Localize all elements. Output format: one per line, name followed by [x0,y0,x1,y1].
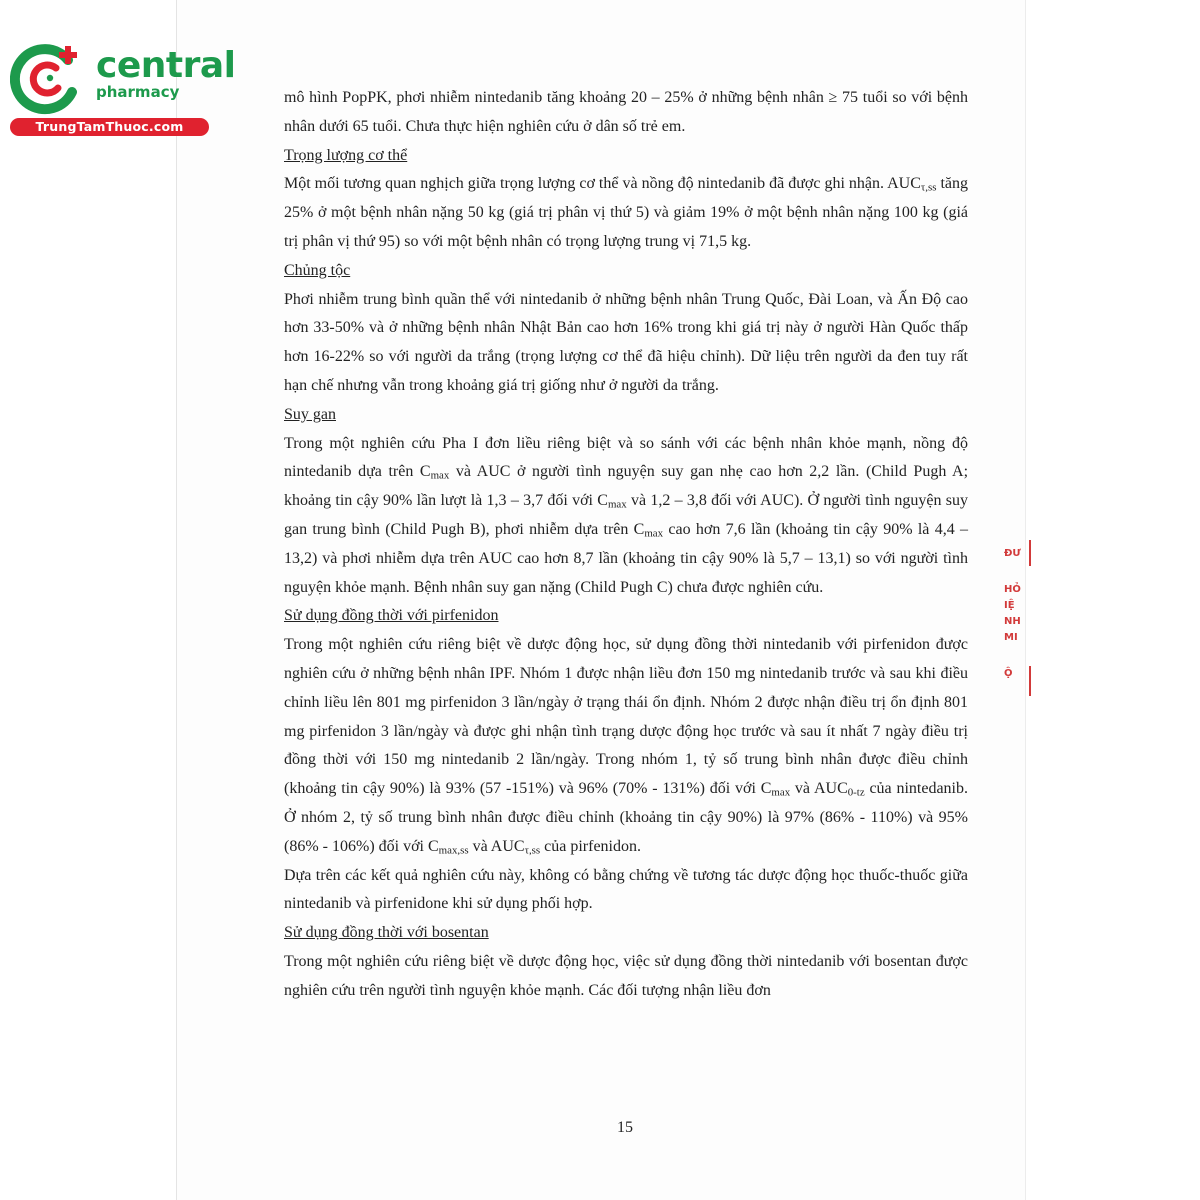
logo-mark-icon [10,38,90,118]
paragraph: Dựa trên các kết quả nghiên cứu này, không có bằng chứng về tương tác dược động học thuốc-thuốc giữa nintedanib và pirfenidone khi sử dụng phối hợp. [284,866,968,913]
logo-name: central [96,45,236,86]
section-heading-race: Chủng tộc [284,261,351,279]
stamp-line: NH [1004,616,1021,627]
paragraph: Phơi nhiễm trung bình quần thể với nintedanib ở những bệnh nhân Trung Quốc, Đài Loan, và Ấn Độ cao hơn 33-50% và ở những bệnh nhân Nhật Bản cao hơn 16% trong khi giá trị này ở người Hàn Quốc thấp hơn 16-22% so với người da trắng (trọng lượng cơ thể đã hiệu chỉnh). Dữ liệu trên người da đen tuy rất hạn chế nhưng vẫn trong khoảng giá trị giống như ở người da trắng. [284,290,968,394]
section-heading-bosentan: Sử dụng đồng thời với bosentan [284,924,489,942]
section-heading-pirfenidone: Sử dụng đồng thời với pirfenidon [284,607,499,625]
paragraph: Một mối tương quan nghịch giữa trọng lượng cơ thể và nồng độ nintedanib đã được ghi nhận. $AUC_{\tau,ss}$ tăng 25% ở một bệnh nhân nặng 50 kg (giá trị phân vị thứ 5) và giảm 19% ở một bệnh nhân nặng 100 kg (giá trị phân vị thứ 95) so với một bệnh nhân có trọng lượng trung vị 71,5 kg. [284,175,968,250]
stamp-line: MI [1004,632,1018,643]
stamp-line: IỆ [1004,600,1015,611]
page-number: 15 [617,1119,633,1136]
paragraph: Trong một nghiên cứu Pha I đơn liều riêng biệt và so sánh với các bệnh nhân khỏe mạnh, nồng độ nintedanib dựa trên $C_{max}$ và AUC ở người tình nguyện suy gan nhẹ cao hơn 2,2 lần. (Child Pugh A; khoảng tin cậy 90% lần lượt là 1,3 – 3,7 đối với $C_{max}$ và 1,2 – 3,8 đối với AUC). Ở người tình nguyện suy gan trung bình (Child Pugh B), phơi nhiễm dựa trên $C_{max}$ cao hơn 7,6 lần (khoảng tin cậy 90% là 4,4 – 13,2) và phơi nhiễm dựa trên AUC cao hơn 8,7 lần (khoảng tin cậy 90% là 5,7 – 13,1) so với người tình nguyện khỏe mạnh. Bệnh nhân suy gan nặng (Child Pugh C) chưa được nghiên cứu. [284,434,969,596]
section-heading-hepatic-impairment: Suy gan [284,405,336,423]
logo-subtitle: pharmacy [96,83,180,101]
stamp-border-icon [1004,536,1034,706]
paragraph: Trong một nghiên cứu riêng biệt về dược động học, việc sử dụng đồng thời nintedanib với bosentan được nghiên cứu trên người tình nguyện khỏe mạnh. Các đối tượng nhận liều đơn [284,952,968,999]
central-pharmacy-logo[interactable] [10,38,236,136]
stamp-line: ĐƯ [1004,548,1021,559]
stamp-line: Ộ [1004,668,1013,679]
logo-banner: TrungTamThuoc.com [10,118,209,136]
paragraph: mô hình PopPK, phơi nhiễm nintedanib tăng khoảng 20 – 25% ở những bệnh nhân ≥ 75 tuổi so với bệnh nhân dưới 65 tuổi. Chưa thực hiện nghiên cứu ở dân số trẻ em. [284,89,968,135]
paragraph: Trong một nghiên cứu riêng biệt về dược động học, sử dụng đồng thời nintedanib với pirfenidon được nghiên cứu ở những bệnh nhân IPF. Nhóm 1 được nhận liều đơn 150 mg nintedanib trước và sau khi điều chỉnh liều lên 801 mg pirfenidon 3 lần/ngày ở trạng thái ổn định. Nhóm 2 được nhận điều trị ổn định 801 mg pirfenidon 3 lần/ngày và được ghi nhận tình trạng dược động học trước và sau ít nhất 7 ngày điều trị đồng thời với 150 mg nintedanib 2 lần/ngày. Trong nhóm 1, tỷ số trung bình nhân được điều chỉnh (khoảng tin cậy 90%) là 93% (57 -151%) và 96% (70% - 131%) đối với $C_{max}$ và $AUC_{0-tz}$ của nintedanib. Ở nhóm 2, tỷ số trung bình nhân được điều chỉnh (khoảng tin cậy 90%) là 97% (86% - 110%) và 95% (86% - 106%) đối với $C_{max,ss}$ và $AUC_{\tau,ss}$ của pirfenidon. [284,636,968,857]
section-heading-body-weight: Trọng lượng cơ thể [284,146,408,164]
document-body [284,84,968,1006]
stamp-line: HỎ [1004,584,1021,595]
